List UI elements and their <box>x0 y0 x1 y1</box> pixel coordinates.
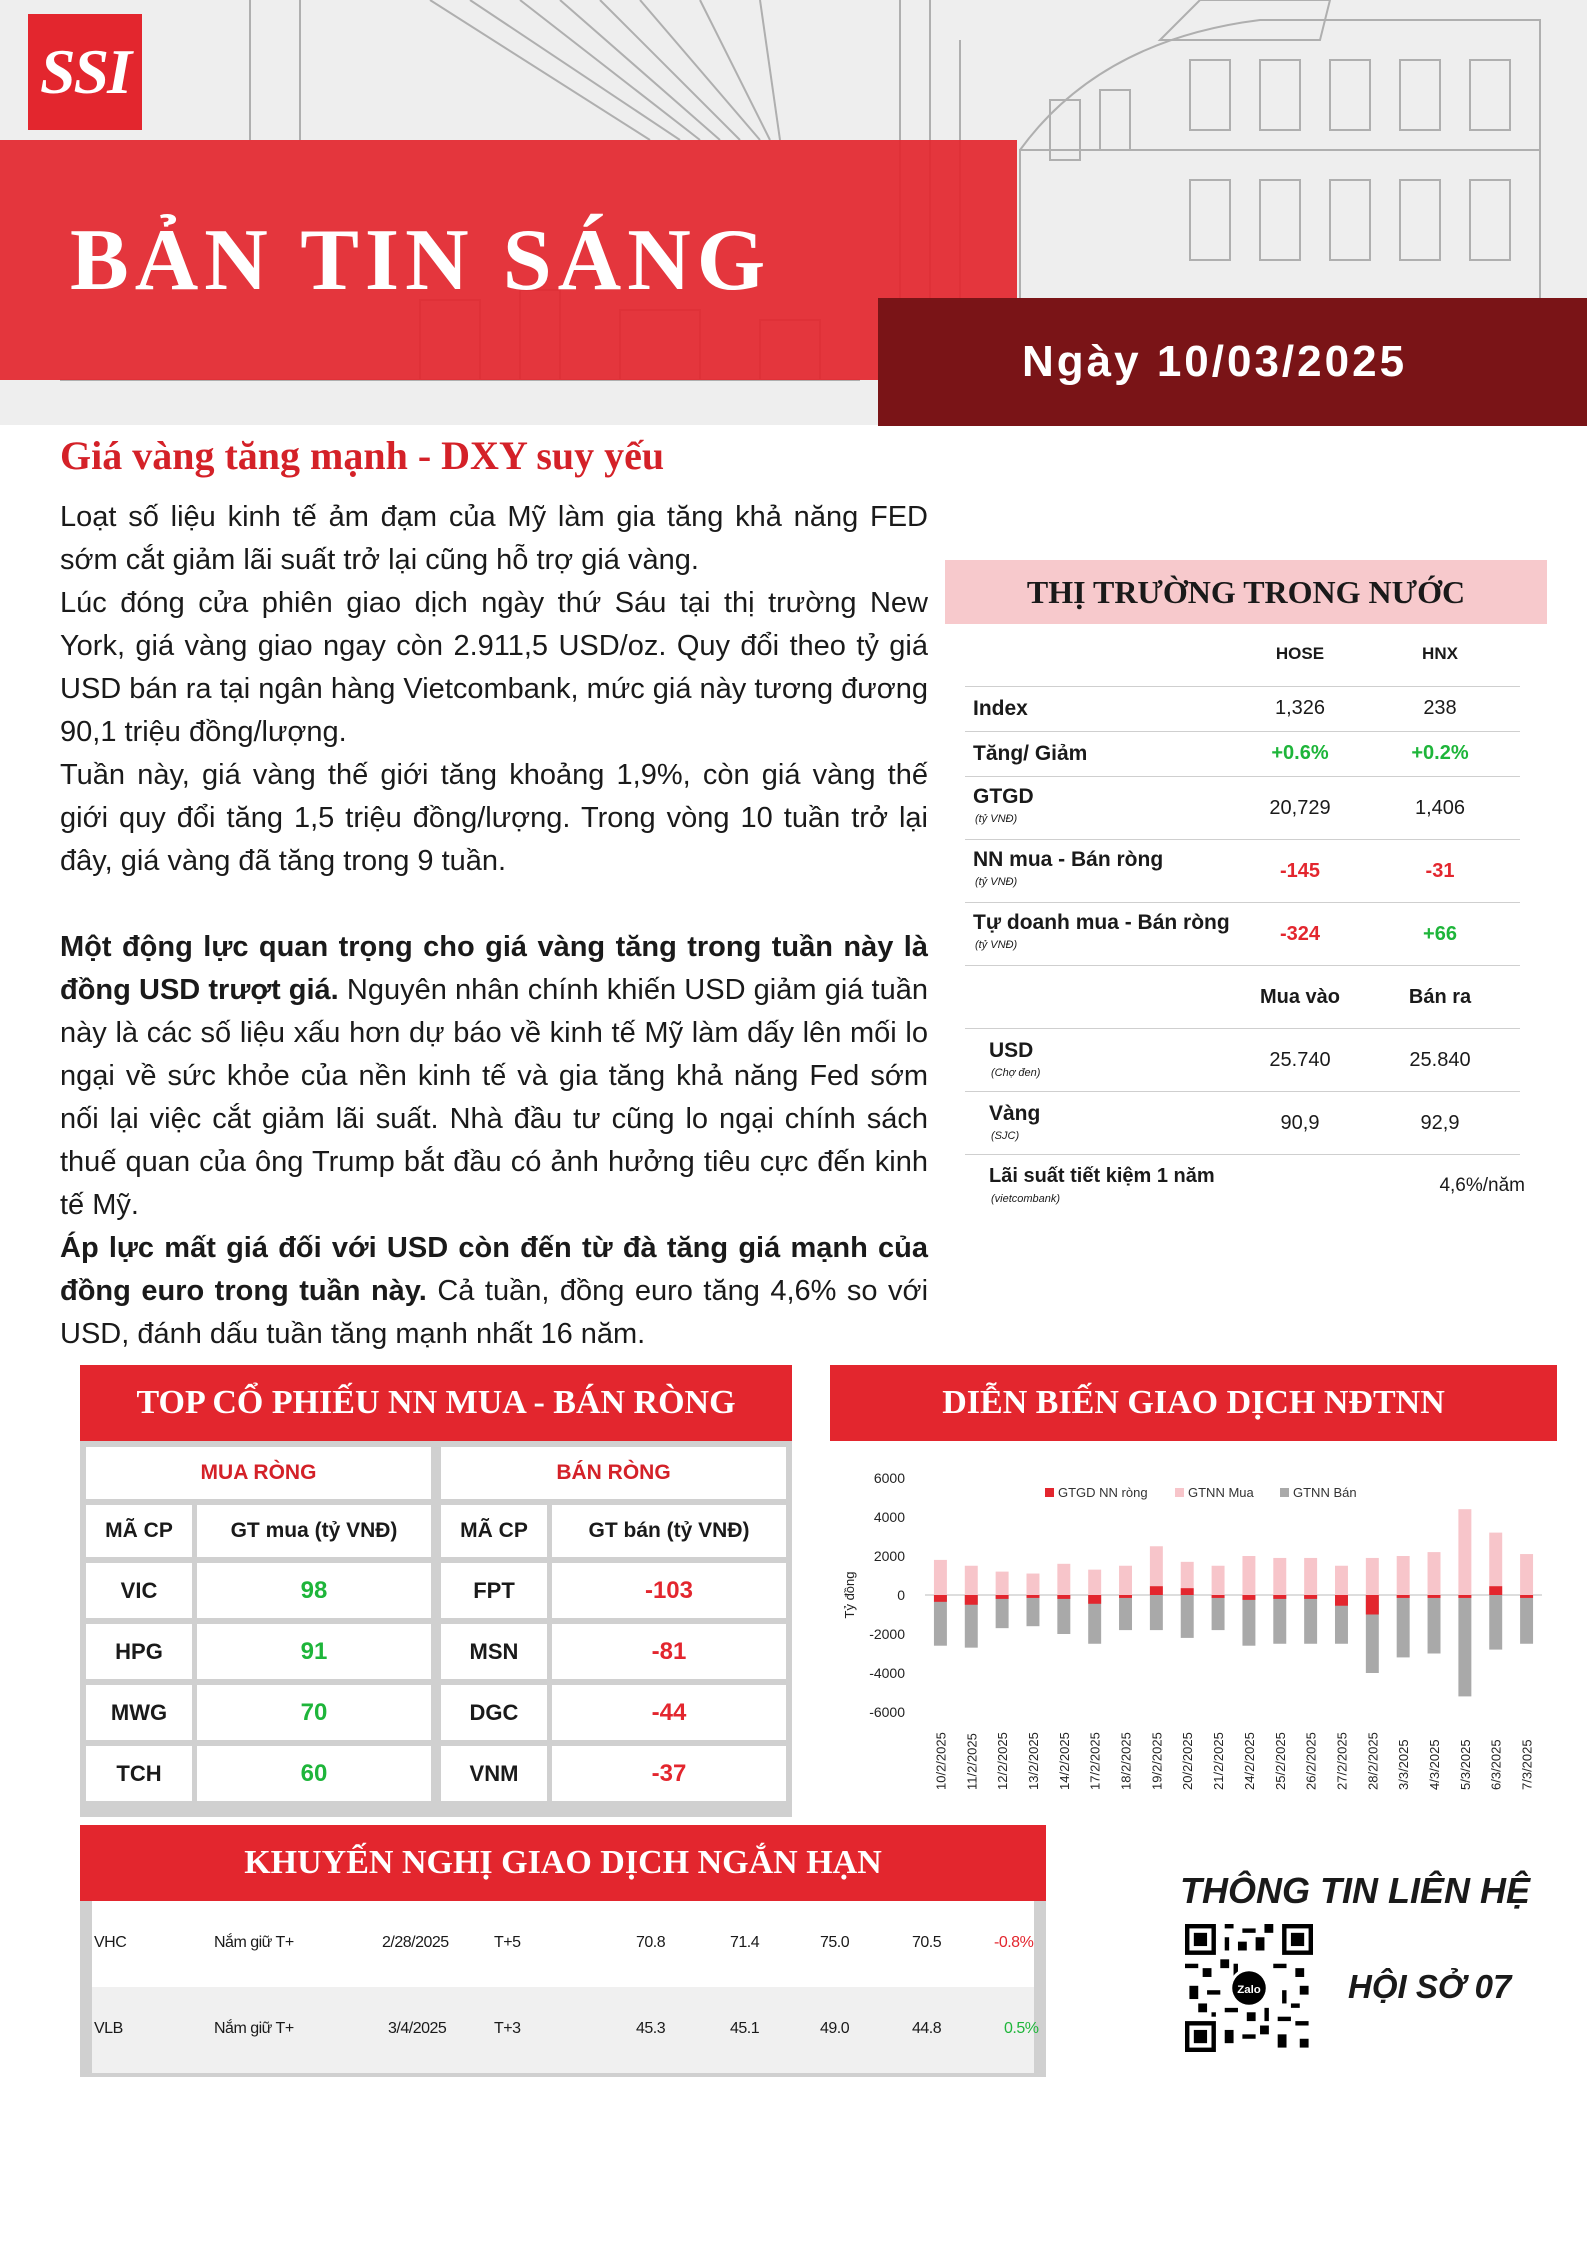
fx-row <box>965 1092 1520 1155</box>
row-hose-value: +0.6% <box>1271 742 1329 764</box>
fx-header-row <box>965 966 1520 1029</box>
x-tick-label: 14/2/2025 <box>1056 1732 1072 1790</box>
buy-value: 60 <box>197 1746 431 1801</box>
x-tick-label: 27/2/2025 <box>1334 1732 1350 1790</box>
legend-swatch <box>1045 1488 1054 1497</box>
market-header-row <box>965 640 1520 687</box>
recommendation-table <box>80 1901 1046 2077</box>
y-tick-label: -2000 <box>869 1626 905 1642</box>
rec-value: 70.5 <box>912 1934 942 1951</box>
col-buy: Mua vào <box>1259 986 1341 1008</box>
recommendation-title: KHUYẾN NGHỊ GIAO DỊCH NGẮN HẠN <box>80 1825 1046 1901</box>
rec-code: VHC <box>94 1934 127 1951</box>
legend-label: GTNN Bán <box>1293 1485 1357 1500</box>
row-unit: (Chợ đen) <box>991 1067 1041 1079</box>
contact-office: HỘI SỞ 07 <box>1348 1968 1512 2005</box>
x-tick-label: 3/3/2025 <box>1396 1739 1412 1790</box>
bar-gtnn-ban <box>1242 1595 1255 1646</box>
x-tick-label: 19/2/2025 <box>1149 1732 1165 1790</box>
bar-gtnn-ban <box>996 1595 1009 1628</box>
row-sell-value: 92,9 <box>1420 1112 1460 1134</box>
bar-gtgd-nn-rong <box>1489 1586 1502 1595</box>
buy-value: 70 <box>197 1685 431 1740</box>
bar-gtnn-ban <box>1520 1595 1533 1644</box>
bar-gtnn-mua <box>1242 1556 1255 1595</box>
y-tick-label: 0 <box>897 1587 905 1603</box>
row-unit: (tỷ VNĐ) <box>975 876 1018 888</box>
legend-label: GTNN Mua <box>1188 1485 1254 1500</box>
top-stocks-grid <box>80 1441 792 1817</box>
bar-gtnn-ban <box>1150 1595 1163 1630</box>
bar-gtgd-nn-rong <box>1366 1595 1379 1615</box>
savings-row <box>965 1155 1525 1217</box>
x-tick-label: 13/2/2025 <box>1025 1732 1041 1790</box>
article-text: Nguyên nhân chính khiến USD giảm giá tuần này là các số liệu xấu hơn dự báo về kinh tế Mỹ làm dấy lên mối lo ngại về sức khỏe của nền kinh tế và gia tăng khả năng Fed sớm nối lại việc cắt giảm lãi suất. Nhà đầu tư cũng lo ngại chính sách thuế quan của ông Trump bắt đầu có ảnh hưởng tiêu cực đến kinh tế Mỹ. <box>60 974 928 1221</box>
sell-code: DGC <box>441 1685 547 1740</box>
row-unit: (vietcombank) <box>991 1193 1061 1205</box>
bar-gtgd-nn-rong <box>1088 1595 1101 1604</box>
zalo-qr-code[interactable] <box>1185 1924 1313 2052</box>
bar-gtnn-mua <box>1119 1566 1132 1595</box>
foreign-flow-panel <box>830 1365 1557 1441</box>
article-paragraph <box>60 926 928 1227</box>
row-hnx-value: 1,406 <box>1414 797 1466 819</box>
x-tick-label: 17/2/2025 <box>1087 1732 1103 1790</box>
bar-gtnn-mua <box>1489 1533 1502 1595</box>
recommendation-panel <box>80 1825 1046 1901</box>
x-tick-label: 4/3/2025 <box>1427 1739 1443 1790</box>
bar-gtnn-ban <box>1026 1595 1039 1626</box>
bar-gtnn-mua <box>1428 1552 1441 1595</box>
x-tick-label: 26/2/2025 <box>1303 1732 1319 1790</box>
rec-value: 45.1 <box>730 2020 760 2037</box>
sell-code: MSN <box>441 1624 547 1679</box>
bar-gtgd-nn-rong <box>1335 1595 1348 1606</box>
sell-value: -81 <box>552 1624 786 1679</box>
bar-gtnn-mua <box>1088 1570 1101 1595</box>
article-paragraph: Tuần này, giá vàng thế giới tăng khoảng 1,9%, còn giá vàng thế giới quy đổi tăng 1,5 triệu đồng/lượng. Trong vòng 10 tuần trở lại đây, giá vàng đã tăng trong 9 tuần. <box>60 759 928 877</box>
row-label: Index <box>973 697 1028 720</box>
y-tick-label: 4000 <box>873 1509 905 1525</box>
sell-value: -103 <box>552 1563 786 1618</box>
sell-code: FPT <box>441 1563 547 1618</box>
bar-gtgd-nn-rong <box>1304 1595 1317 1599</box>
row-hose-value: 20,729 <box>1269 797 1331 819</box>
article-text: Cả tuần, đồng euro tăng 4,6% so với USD, đánh dấu tuần tăng mạnh nhất 16 năm. <box>60 1275 929 1350</box>
bar-gtnn-mua <box>1458 1509 1471 1595</box>
y-tick-label: 2000 <box>873 1548 905 1564</box>
x-tick-label: 11/2/2025 <box>964 1733 980 1790</box>
article-headline: Giá vàng tăng mạnh - DXY suy yếu <box>60 433 665 478</box>
bar-gtgd-nn-rong <box>996 1595 1009 1599</box>
row-label: Tăng/ Giảm <box>973 742 1088 765</box>
rec-action: Nắm giữ T+ <box>214 1934 294 1951</box>
y-tick-label: -4000 <box>869 1665 905 1681</box>
market-title: THỊ TRƯỜNG TRONG NƯỚC <box>945 560 1547 624</box>
bar-gtnn-ban <box>1397 1595 1410 1657</box>
bar-gtnn-ban <box>1181 1595 1194 1638</box>
x-tick-label: 24/2/2025 <box>1241 1732 1257 1790</box>
bar-gtgd-nn-rong <box>1026 1595 1039 1598</box>
rec-tplus: T+5 <box>494 1934 521 1951</box>
x-tick-label: 5/3/2025 <box>1457 1739 1473 1790</box>
row-sell-value: 25.840 <box>1409 1049 1471 1071</box>
recommendation-row <box>92 1901 1034 1987</box>
row-hnx-value: +66 <box>1423 923 1457 945</box>
rec-value: 71.4 <box>730 1934 760 1951</box>
row-unit: (tỷ VNĐ) <box>975 813 1018 825</box>
row-unit: (SJC) <box>991 1130 1020 1142</box>
sell-section-title: BÁN RÒNG <box>441 1447 786 1499</box>
rec-value: 75.0 <box>820 1934 850 1951</box>
rec-code: VLB <box>94 2020 123 2037</box>
bar-gtnn-ban <box>1212 1595 1225 1630</box>
rec-value: 45.3 <box>636 2020 666 2037</box>
row-label: NN mua - Bán ròng <box>973 848 1164 871</box>
legend-label: GTGD NN ròng <box>1058 1485 1148 1500</box>
market-row <box>965 732 1520 777</box>
row-label: Vàng <box>989 1102 1041 1125</box>
top-stocks-title: TOP CỔ PHIẾU NN MUA - BÁN RÒNG <box>80 1365 792 1441</box>
recommendation-row <box>92 1987 1039 2073</box>
market-table <box>965 640 1525 1217</box>
row-hnx-value: 238 <box>1423 697 1457 719</box>
sell-value: -37 <box>552 1746 786 1801</box>
bar-gtgd-nn-rong <box>1458 1595 1471 1598</box>
x-tick-label: 25/2/2025 <box>1272 1732 1288 1790</box>
article-body <box>60 496 928 1356</box>
bar-gtgd-nn-rong <box>1520 1595 1533 1598</box>
row-label: GTGD <box>973 785 1034 808</box>
rec-value: 70.8 <box>636 1934 666 1951</box>
bar-gtgd-nn-rong <box>1242 1595 1255 1600</box>
bar-gtnn-ban <box>1458 1595 1471 1696</box>
col-sell: Bán ra <box>1408 986 1472 1008</box>
buy-code-header: MÃ CP <box>86 1505 192 1557</box>
y-tick-label: -6000 <box>869 1704 905 1720</box>
market-row <box>965 777 1520 840</box>
article-emphasis: Một động lực quan trọng cho giá vàng tăng trong tuần này là đồng USD trượt giá. <box>60 931 928 1006</box>
col-hose: HOSE <box>1275 644 1325 663</box>
bar-gtnn-mua <box>1366 1558 1379 1595</box>
bar-gtgd-nn-rong <box>1150 1586 1163 1595</box>
page-title: BẢN TIN SÁNG <box>70 212 772 309</box>
bar-gtnn-mua <box>1397 1556 1410 1595</box>
issue-date: Ngày 10/03/2025 <box>1022 337 1408 386</box>
savings-rate: 4,6%/năm <box>1439 1175 1525 1196</box>
market-row <box>965 903 1520 966</box>
bar-gtnn-mua <box>965 1566 978 1595</box>
bar-gtnn-mua <box>1057 1564 1070 1595</box>
row-hose-value: -324 <box>1279 923 1321 945</box>
bar-gtgd-nn-rong <box>1428 1595 1441 1598</box>
x-tick-label: 18/2/2025 <box>1118 1732 1134 1790</box>
buy-code: VIC <box>86 1563 192 1618</box>
row-buy-value: 25.740 <box>1269 1049 1331 1071</box>
bar-gtgd-nn-rong <box>965 1595 978 1605</box>
bar-gtnn-ban <box>1119 1595 1132 1630</box>
bar-gtnn-mua <box>934 1560 947 1595</box>
market-row <box>965 687 1520 732</box>
y-axis-label: Tỷ đồng <box>842 1571 857 1619</box>
row-hose-value: 1,326 <box>1274 697 1326 719</box>
bar-gtnn-mua <box>1212 1566 1225 1595</box>
market-row <box>965 840 1520 903</box>
sell-value: -44 <box>552 1685 786 1740</box>
rec-value: 49.0 <box>820 2020 850 2037</box>
fx-row <box>965 1029 1520 1092</box>
x-tick-label: 6/3/2025 <box>1488 1739 1504 1790</box>
x-tick-label: 12/2/2025 <box>995 1732 1011 1790</box>
row-hnx-value: +0.2% <box>1411 742 1469 764</box>
y-tick-label: 6000 <box>873 1470 905 1486</box>
legend-swatch <box>1175 1488 1184 1497</box>
bar-gtnn-mua <box>1304 1558 1317 1595</box>
buy-value: 91 <box>197 1624 431 1679</box>
bar-gtnn-mua <box>1335 1566 1348 1595</box>
rec-change: 0.5% <box>1004 2020 1039 2037</box>
rec-date: 2/28/2025 <box>382 1934 449 1951</box>
bar-gtnn-mua <box>1273 1558 1286 1595</box>
row-hnx-value: -31 <box>1425 860 1455 882</box>
buy-code: MWG <box>86 1685 192 1740</box>
article-paragraph <box>60 1227 928 1356</box>
row-hose-value: -145 <box>1279 860 1321 882</box>
sell-code: VNM <box>441 1746 547 1801</box>
buy-code: TCH <box>86 1746 192 1801</box>
article-paragraph: Loạt số liệu kinh tế ảm đạm của Mỹ làm gia tăng khả năng FED sớm cắt giảm lãi suất trở lại cũng hỗ trợ giá vàng. <box>60 501 928 576</box>
bar-gtnn-ban <box>1304 1595 1317 1644</box>
row-buy-value: 90,9 <box>1280 1112 1320 1134</box>
bar-gtgd-nn-rong <box>1119 1595 1132 1598</box>
bar-gtnn-mua <box>1520 1554 1533 1595</box>
rec-change: -0.8% <box>994 1934 1034 1951</box>
bar-gtgd-nn-rong <box>1057 1595 1070 1599</box>
x-tick-label: 21/2/2025 <box>1211 1732 1227 1790</box>
rec-value: 44.8 <box>912 2020 942 2037</box>
bar-gtgd-nn-rong <box>1397 1595 1410 1598</box>
rec-date: 3/4/2025 <box>388 2020 447 2037</box>
bar-gtnn-ban <box>1489 1595 1502 1650</box>
bar-gtnn-mua <box>1026 1574 1039 1595</box>
rec-tplus: T+3 <box>494 2020 521 2037</box>
bar-gtgd-nn-rong <box>1212 1595 1225 1598</box>
contact-title: THÔNG TIN LIÊN HỆ <box>1180 1870 1530 1911</box>
zalo-icon: Zalo <box>1237 1983 1261 1996</box>
sell-value-header: GT bán (tỷ VNĐ) <box>552 1505 786 1557</box>
bar-gtnn-ban <box>1428 1595 1441 1654</box>
bar-gtgd-nn-rong <box>1273 1595 1286 1599</box>
buy-section-title: MUA RÒNG <box>86 1447 431 1499</box>
bar-gtnn-mua <box>996 1572 1009 1595</box>
bar-gtnn-ban <box>934 1595 947 1646</box>
legend-swatch <box>1280 1488 1289 1497</box>
foreign-flow-title: DIỄN BIẾN GIAO DỊCH NĐTNN <box>830 1365 1557 1441</box>
bar-gtgd-nn-rong <box>934 1595 947 1602</box>
ssi-logo: SSI <box>28 14 142 130</box>
buy-value-header: GT mua (tỷ VNĐ) <box>197 1505 431 1557</box>
bar-gtnn-ban <box>1273 1595 1286 1644</box>
foreign-flow-chart <box>830 1450 1557 1815</box>
bar-gtgd-nn-rong <box>1181 1588 1194 1595</box>
x-tick-label: 28/2/2025 <box>1365 1732 1381 1790</box>
bar-gtnn-ban <box>1057 1595 1070 1634</box>
row-unit: (tỷ VNĐ) <box>975 939 1018 951</box>
x-tick-label: 20/2/2025 <box>1180 1732 1196 1790</box>
article-emphasis: Áp lực mất giá đối với USD còn đến từ đà tăng giá mạnh của đồng euro trong tuần này. <box>60 1232 928 1307</box>
sell-code-header: MÃ CP <box>441 1505 547 1557</box>
buy-value: 98 <box>197 1563 431 1618</box>
x-tick-label: 7/3/2025 <box>1519 1739 1535 1790</box>
row-label: USD <box>989 1039 1034 1062</box>
col-hnx: HNX <box>1422 644 1458 663</box>
row-label: Tự doanh mua - Bán ròng <box>973 911 1230 934</box>
row-label: Lãi suất tiết kiệm 1 năm <box>989 1165 1215 1187</box>
rec-action: Nắm giữ T+ <box>214 2020 294 2037</box>
buy-code: HPG <box>86 1624 192 1679</box>
article-paragraph: Lúc đóng cửa phiên giao dịch ngày thứ Sáu tại thị trường New York, giá vàng giao ngay còn 2.911,5 USD/oz. Quy đổi theo tỷ giá USD bán ra tại ngân hàng Vietcombank, mức giá này tương đương 90,1 triệu đồng/lượng. <box>60 587 928 748</box>
x-tick-label: 10/2/2025 <box>933 1732 949 1790</box>
